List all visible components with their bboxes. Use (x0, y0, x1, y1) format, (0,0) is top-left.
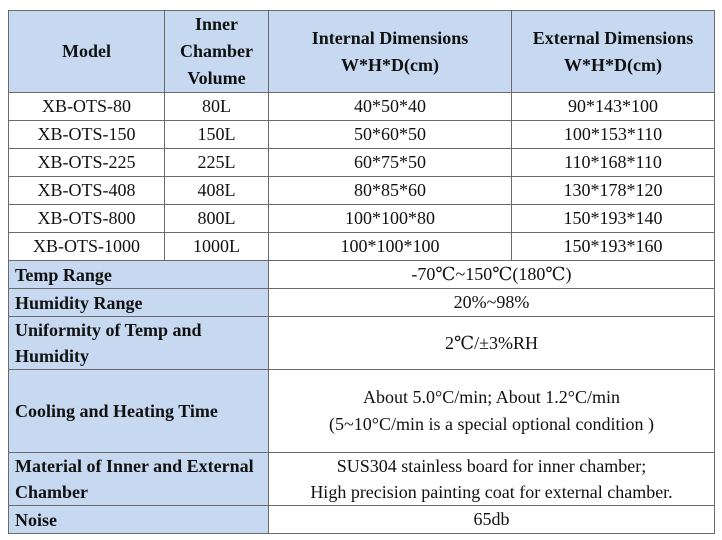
header-internal: Internal Dimensions W*H*D(cm) (269, 11, 512, 93)
header-volume: Inner Chamber Volume (165, 11, 269, 93)
spec-row-humidity-range (9, 289, 715, 317)
spec-table (8, 10, 715, 534)
table-row (9, 233, 715, 261)
table-row (9, 205, 715, 233)
external-cell: 90*143*100 (512, 93, 715, 121)
spec-label: Noise (9, 506, 269, 534)
external-cell: 150*193*140 (512, 205, 715, 233)
spec-row-cooling-heating (9, 370, 715, 453)
table-row (9, 149, 715, 177)
internal-cell: 100*100*100 (269, 233, 512, 261)
spec-value-line: SUS304 stainless board for inner chamber; (336, 456, 647, 476)
volume-cell: 225L (165, 149, 269, 177)
volume-cell: 1000L (165, 233, 269, 261)
model-cell: XB-OTS-150 (9, 121, 165, 149)
external-cell: 110*168*110 (512, 149, 715, 177)
spec-row-material (9, 453, 715, 506)
spec-label: Uniformity of Temp and Humidity (9, 317, 269, 370)
volume-cell: 408L (165, 177, 269, 205)
header-external: External Dimensions W*H*D(cm) (512, 11, 715, 93)
header-model: Model (9, 11, 165, 93)
spec-row-temp-range (9, 261, 715, 289)
model-cell: XB-OTS-225 (9, 149, 165, 177)
internal-cell: 50*60*50 (269, 121, 512, 149)
spec-value: -70℃~150℃(180℃) (269, 261, 715, 289)
spec-row-noise (9, 506, 715, 534)
spec-value-line: About 5.0°C/min; About 1.2°C/min (363, 387, 620, 407)
table-row (9, 121, 715, 149)
spec-value: 20%~98% (269, 289, 715, 317)
table-row (9, 177, 715, 205)
table-row (9, 93, 715, 121)
spec-label: Material of Inner and External Chamber (9, 453, 269, 506)
internal-cell: 100*100*80 (269, 205, 512, 233)
external-cell: 150*193*160 (512, 233, 715, 261)
volume-cell: 80L (165, 93, 269, 121)
spec-value: 65db (269, 506, 715, 534)
internal-cell: 60*75*50 (269, 149, 512, 177)
spec-label: Temp Range (9, 261, 269, 289)
external-cell: 100*153*110 (512, 121, 715, 149)
spec-row-uniformity (9, 317, 715, 370)
volume-cell: 800L (165, 205, 269, 233)
model-cell: XB-OTS-80 (9, 93, 165, 121)
model-cell: XB-OTS-408 (9, 177, 165, 205)
spec-value-line: High precision painting coat for external chamber. (310, 482, 673, 502)
spec-label: Cooling and Heating Time (9, 370, 269, 453)
spec-value-line: (5~10°C/min is a special optional condition ) (329, 414, 654, 434)
model-cell: XB-OTS-800 (9, 205, 165, 233)
header-row (9, 11, 715, 93)
model-cell: XB-OTS-1000 (9, 233, 165, 261)
spec-value (269, 370, 715, 453)
spec-value: 2℃/±3%RH (269, 317, 715, 370)
external-cell: 130*178*120 (512, 177, 715, 205)
internal-cell: 80*85*60 (269, 177, 512, 205)
spec-value (269, 453, 715, 506)
spec-label: Humidity Range (9, 289, 269, 317)
internal-cell: 40*50*40 (269, 93, 512, 121)
volume-cell: 150L (165, 121, 269, 149)
